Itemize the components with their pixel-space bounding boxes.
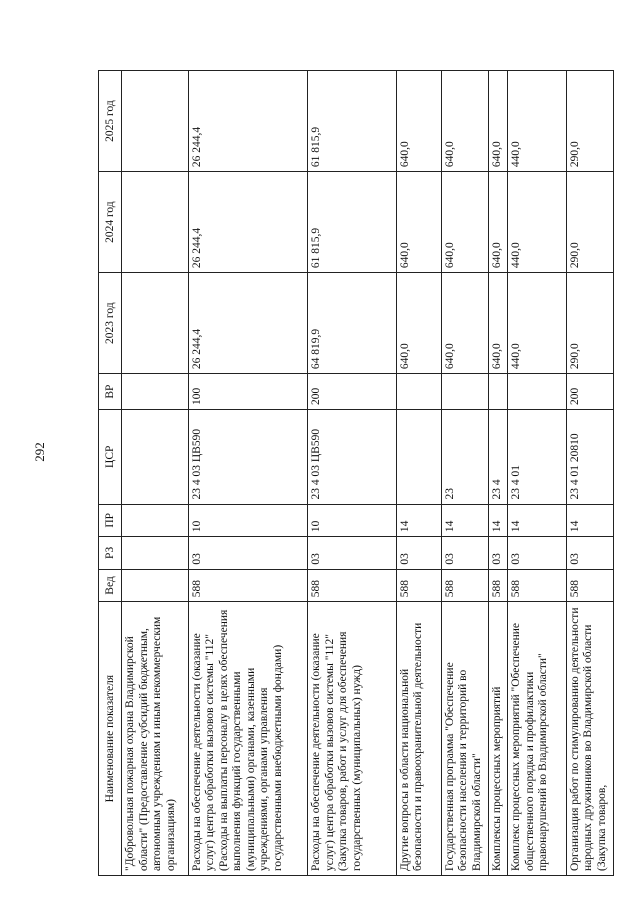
row-pr: 10 — [188, 504, 308, 537]
table-row — [441, 71, 488, 876]
row-name: Комплексы процессных мероприятий — [489, 602, 508, 876]
header-ved: Вед — [99, 569, 122, 602]
table-row — [566, 71, 613, 876]
row-2024: 440,0 — [508, 172, 566, 273]
row-rz: 03 — [188, 537, 308, 570]
row-2024: 640,0 — [441, 172, 488, 273]
header-row — [99, 71, 122, 876]
row-name: Расходы на обеспечение деятельности (оказание услуг) центра обработки вызовов системы "112" (Закупка товаров, работ и услуг для обеспечения государственных (муниципальных) нужд) — [308, 602, 397, 876]
row-2024: 290,0 — [566, 172, 613, 273]
page-number: 292 — [32, 442, 47, 462]
row-csr: 23 4 — [489, 410, 508, 505]
row-pr — [122, 504, 189, 537]
row-csr: 23 4 01 — [508, 410, 566, 505]
row-2024: 640,0 — [489, 172, 508, 273]
row-vr — [489, 374, 508, 410]
row-2025: 290,0 — [566, 71, 613, 172]
row-2023: 64 819,9 — [308, 273, 397, 374]
row-2025: 440,0 — [508, 71, 566, 172]
row-2023: 440,0 — [508, 273, 566, 374]
row-2024: 640,0 — [396, 172, 441, 273]
row-pr: 10 — [308, 504, 397, 537]
row-pr: 14 — [566, 504, 613, 537]
header-csr: ЦСР — [99, 410, 122, 505]
header-name: Наименование показателя — [99, 602, 122, 876]
row-2025: 26 244,4 — [188, 71, 308, 172]
row-2023: 640,0 — [489, 273, 508, 374]
row-2025 — [122, 71, 189, 172]
header-rz: РЗ — [99, 537, 122, 570]
table-row — [122, 71, 189, 876]
row-vr — [122, 374, 189, 410]
row-2023 — [122, 273, 189, 374]
row-rz: 03 — [396, 537, 441, 570]
table-row — [308, 71, 397, 876]
row-2023: 640,0 — [441, 273, 488, 374]
row-ved: 588 — [489, 569, 508, 602]
row-csr: 23 4 03 ЦВ590 — [188, 410, 308, 505]
row-name: Другие вопросы в области национальной безопасности и правоохранительной деятельности — [396, 602, 441, 876]
row-2025: 640,0 — [396, 71, 441, 172]
rotated-table — [98, 70, 614, 876]
row-csr: 23 — [441, 410, 488, 505]
row-pr: 14 — [489, 504, 508, 537]
row-pr: 14 — [396, 504, 441, 537]
row-vr — [396, 374, 441, 410]
row-csr: 23 4 03 ЦВ590 — [308, 410, 397, 505]
row-pr: 14 — [508, 504, 566, 537]
row-2024: 61 815,9 — [308, 172, 397, 273]
header-2024: 2024 год — [99, 172, 122, 273]
table-row — [489, 71, 508, 876]
row-vr: 100 — [188, 374, 308, 410]
row-ved — [122, 569, 189, 602]
row-vr — [508, 374, 566, 410]
row-2023: 290,0 — [566, 273, 613, 374]
row-ved: 588 — [396, 569, 441, 602]
row-rz: 03 — [566, 537, 613, 570]
row-2024 — [122, 172, 189, 273]
row-vr: 200 — [566, 374, 613, 410]
row-rz: 03 — [308, 537, 397, 570]
row-name: Организация работ по стимулированию деятельности народных дружинников во Владимирской области (Закупка товаров, — [566, 602, 613, 876]
row-csr: 23 4 01 20810 — [566, 410, 613, 505]
row-rz — [122, 537, 189, 570]
table-row — [508, 71, 566, 876]
row-2024: 26 244,4 — [188, 172, 308, 273]
row-ved: 588 — [308, 569, 397, 602]
budget-table — [98, 70, 614, 876]
row-2025: 640,0 — [489, 71, 508, 172]
row-rz: 03 — [489, 537, 508, 570]
row-2025: 61 815,9 — [308, 71, 397, 172]
row-csr — [122, 410, 189, 505]
header-2023: 2023 год — [99, 273, 122, 374]
row-rz: 03 — [441, 537, 488, 570]
header-vr: ВР — [99, 374, 122, 410]
row-pr: 14 — [441, 504, 488, 537]
table-row — [396, 71, 441, 876]
row-ved: 588 — [188, 569, 308, 602]
row-ved: 588 — [441, 569, 488, 602]
row-ved: 588 — [508, 569, 566, 602]
row-vr: 200 — [308, 374, 397, 410]
row-name: Расходы на обеспечение деятельности (оказание услуг) центра обработки вызовов системы "112" (Расходы на выплаты персоналу в целях обеспечения выполнения функций государственными (муниципальными) органами, казенными учреждениями, органами управления государственными внебюджетными фондами) — [188, 602, 308, 876]
header-2025: 2025 год — [99, 71, 122, 172]
header-pr: ПР — [99, 504, 122, 537]
row-name: "Добровольная пожарная охрана Владимирской области" (Предоставление субсидий бюджетным, автономным учреждениям и иным некоммерческим организациям) — [122, 602, 189, 876]
row-vr — [441, 374, 488, 410]
row-ved: 588 — [566, 569, 613, 602]
row-2025: 640,0 — [441, 71, 488, 172]
row-2023: 26 244,4 — [188, 273, 308, 374]
row-name: Комплекс процессных мероприятий "Обеспечение общественного порядка и профилактики правонарушений во Владимирской области" — [508, 602, 566, 876]
row-csr — [396, 410, 441, 505]
row-rz: 03 — [508, 537, 566, 570]
table-container — [98, 70, 614, 876]
row-2023: 640,0 — [396, 273, 441, 374]
row-name: Государственная программа "Обеспечение безопасности населения и территорий во Владимирской области" — [441, 602, 488, 876]
table-row — [188, 71, 308, 876]
